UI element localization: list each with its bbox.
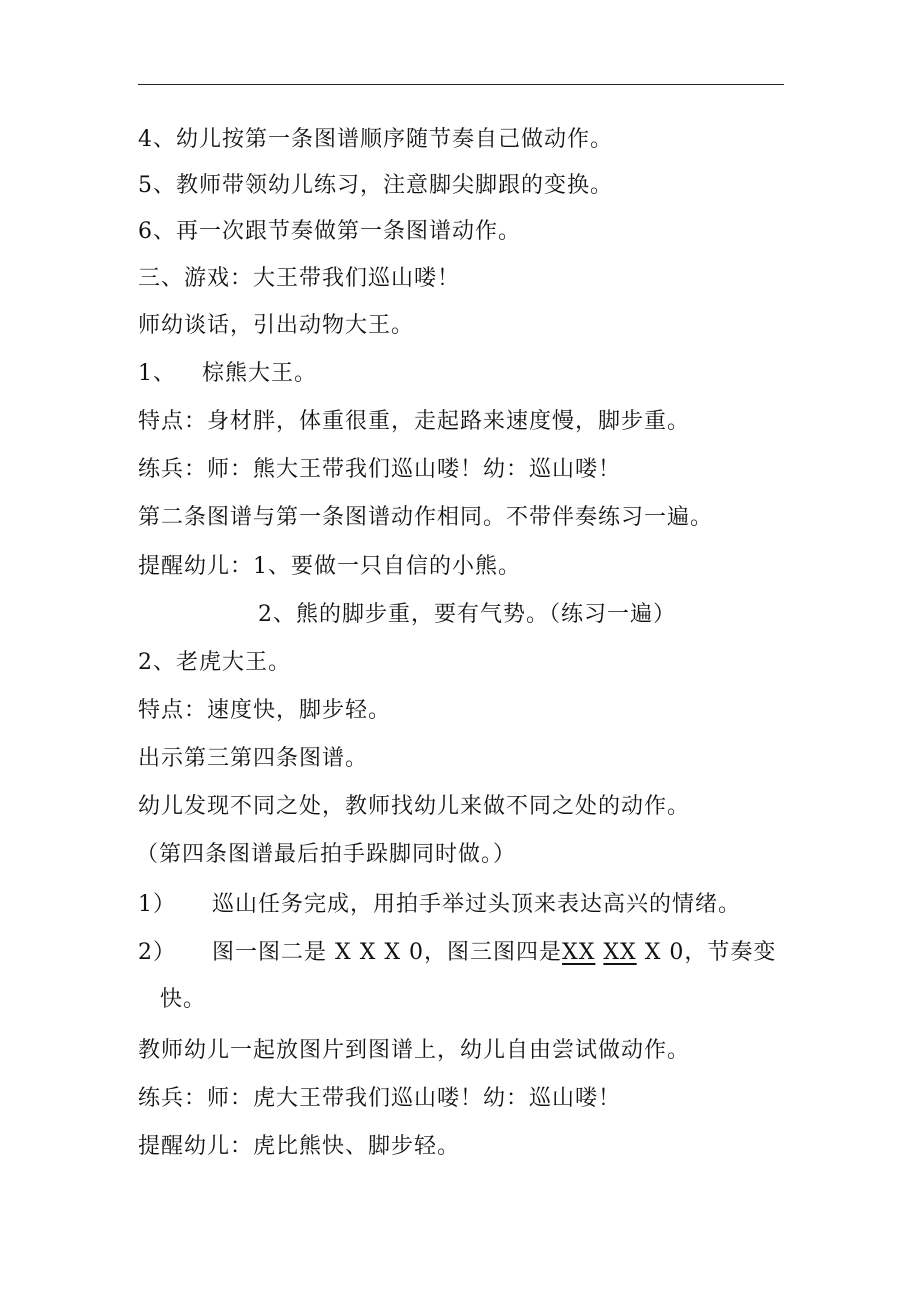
text-line: 幼儿发现不同之处，教师找幼儿来做不同之处的动作。 bbox=[138, 794, 691, 819]
rhythm-note: X bbox=[335, 940, 352, 965]
rhythm-text: 0，节奏变 bbox=[669, 940, 777, 965]
list-item bbox=[138, 938, 776, 968]
text-line: 练兵：师：虎大王带我们巡山喽！幼：巡山喽！ bbox=[138, 1086, 622, 1111]
text-line: 特点：身材胖，体重很重，走起路来速度慢，脚步重。 bbox=[138, 409, 691, 434]
text-line: 师幼谈话，引出动物大王。 bbox=[138, 313, 415, 338]
text-line: 2、老虎大王。 bbox=[138, 650, 291, 675]
list-marker: 2） bbox=[138, 940, 176, 965]
text-line: （第四条图谱最后拍手跺脚同时做。） bbox=[136, 842, 517, 867]
text-line: 教师幼儿一起放图片到图谱上，幼儿自由尝试做动作。 bbox=[138, 1038, 691, 1063]
text-line-continuation: 快。 bbox=[160, 987, 207, 1012]
list-item bbox=[138, 890, 741, 920]
rhythm-note-underlined: XX bbox=[603, 940, 637, 965]
text-line: 提醒幼儿：虎比熊快、脚步轻。 bbox=[138, 1134, 461, 1159]
text-line: 特点：速度快，脚步轻。 bbox=[138, 698, 392, 723]
text-line: 提醒幼儿：1、要做一只自信的小熊。 bbox=[138, 554, 521, 579]
text-line: 4、幼儿按第一条图谱顺序随节奏自己做动作。 bbox=[138, 127, 613, 152]
rhythm-note: X bbox=[384, 940, 402, 965]
text-line-indented: 2、熊的脚步重，要有气势。（练习一遍） bbox=[258, 602, 676, 627]
section-heading: 三、游戏：大王带我们巡山喽！ bbox=[138, 266, 461, 291]
list-item-text: 巡山任务完成，用拍手举过头顶来表达高兴的情绪。 bbox=[212, 892, 742, 917]
rhythm-note: X bbox=[359, 940, 377, 965]
list-item-text: 图一图二是 bbox=[212, 940, 328, 965]
header-rule bbox=[138, 84, 784, 85]
list-marker: 1、 bbox=[138, 361, 176, 386]
list-marker: 1） bbox=[138, 892, 176, 917]
text-line: 练兵：师：熊大王带我们巡山喽！幼：巡山喽！ bbox=[138, 457, 622, 482]
rhythm-note-underlined: XX bbox=[562, 940, 596, 965]
rhythm-text: 0，图三图四是 bbox=[409, 940, 563, 965]
text-line: 5、教师带领幼儿练习，注意脚尖脚跟的变换。 bbox=[138, 173, 613, 198]
text-line: 第二条图谱与第一条图谱动作相同。不带伴奏练习一遍。 bbox=[138, 505, 714, 530]
text-line: 6、再一次跟节奏做第一条图谱动作。 bbox=[138, 219, 521, 244]
list-item bbox=[138, 359, 317, 389]
text-line: 出示第三第四条图谱。 bbox=[138, 746, 369, 771]
rhythm-note: X bbox=[644, 940, 662, 965]
list-item-text: 棕熊大王。 bbox=[202, 361, 318, 386]
